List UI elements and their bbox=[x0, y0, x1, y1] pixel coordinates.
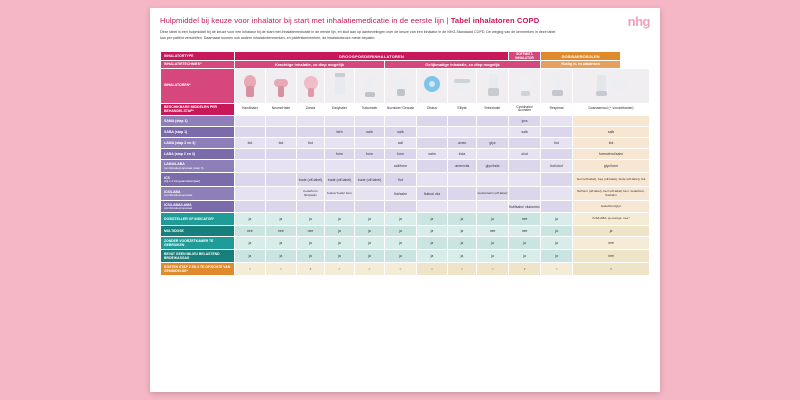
cell-icslaba-7 bbox=[448, 187, 477, 201]
row-saba bbox=[161, 127, 650, 138]
cell-icslaba-0 bbox=[235, 187, 266, 201]
intro-text: Deze tabel is een hulpmiddel bij de keuze voor een inhalator bij de start met inhalatiemedicatie in de eerste lijn, en sluit aan op aanbevelingen over de keuze van een inhalator in de NHG-Standaard COPD. De weging van de kenmerken in deze tabel kan per patiënt verschillen. Daarnaast kunnen ook andere inhalatorkenmerken, en patiëntkenmerken, de inhalatorkeuze mede bepalen. bbox=[160, 30, 556, 40]
cell-lamalaba-10: tiot/olod bbox=[541, 160, 573, 173]
cell-sama-7 bbox=[448, 116, 477, 127]
cell-lamalaba-1 bbox=[266, 160, 297, 173]
cell-multidose-2: nee bbox=[297, 226, 325, 237]
label-zondervoorzetkamer: ZONDER VOORZETKAMER TE GEBRUIKEN bbox=[161, 237, 235, 250]
cell-saba-4: salb bbox=[355, 127, 385, 138]
label-ics-main: ICS bbox=[164, 175, 170, 180]
device-name-6: Diskus bbox=[417, 103, 448, 116]
cell-kosten-5: = bbox=[385, 263, 417, 276]
cell-lama-9 bbox=[509, 138, 541, 149]
cell-multidose-9: nee bbox=[509, 226, 541, 237]
cell-sama-1 bbox=[266, 116, 297, 127]
row-icslabalama bbox=[161, 201, 650, 213]
cell-lamalaba-0 bbox=[235, 160, 266, 173]
group-softmist: SOFTMIST-INHALATOR bbox=[509, 52, 541, 61]
cell-kosten-1: = bbox=[266, 263, 297, 276]
row-sama bbox=[161, 116, 650, 127]
cell-multidose-10: ja bbox=[541, 226, 573, 237]
row-inhalatoren bbox=[161, 68, 650, 103]
cell-zvk-9: ja bbox=[509, 237, 541, 250]
cell-icslaba-4 bbox=[355, 187, 385, 201]
device-image-neumohaler bbox=[266, 68, 297, 103]
cell-kosten-6: = bbox=[417, 263, 448, 276]
cell-saba-5: salb bbox=[385, 127, 417, 138]
device-image-diskus bbox=[417, 68, 448, 103]
technique-rustig: Rustig in- en uitademen bbox=[541, 61, 621, 68]
device-image-respimat bbox=[541, 68, 573, 103]
cell-kosten-9: ∨ bbox=[509, 263, 541, 276]
inhaler-table bbox=[160, 51, 650, 276]
cell-sama-3 bbox=[325, 116, 355, 127]
label-icslabalama bbox=[161, 201, 235, 213]
cell-multidose-5: ja bbox=[385, 226, 417, 237]
cell-icslabalama-8 bbox=[477, 201, 509, 213]
device-image-ellipta bbox=[448, 68, 477, 103]
cell-laba-6: salm bbox=[417, 149, 448, 160]
cell-saba-8 bbox=[477, 127, 509, 138]
cell-kosten-10: = bbox=[541, 263, 573, 276]
row-inhalatietechniek bbox=[161, 61, 650, 68]
row-laba bbox=[161, 149, 650, 160]
cell-saba-11: salb bbox=[573, 127, 650, 138]
cell-saba-9: salb bbox=[509, 127, 541, 138]
cell-ics-10 bbox=[541, 173, 573, 187]
cell-laba-2 bbox=[297, 149, 325, 160]
cell-dosisteller-9: nee bbox=[509, 213, 541, 226]
cell-lamalaba-6 bbox=[417, 160, 448, 173]
group-dosisaerosol: DOSISAEROSOLEN bbox=[541, 52, 621, 61]
row-kosten bbox=[161, 263, 650, 276]
cell-icslabalama-3 bbox=[325, 201, 355, 213]
cell-ics-2: bude (off-label) bbox=[297, 173, 325, 187]
cell-icslaba-1 bbox=[266, 187, 297, 201]
cell-lamalaba-4 bbox=[355, 160, 385, 173]
cell-saba-0 bbox=[235, 127, 266, 138]
cell-saba-7 bbox=[448, 127, 477, 138]
cell-ics-8 bbox=[477, 173, 509, 187]
label-ics bbox=[161, 173, 235, 187]
cell-multidose-8: nee bbox=[477, 226, 509, 237]
cell-icslabalama-6 bbox=[417, 201, 448, 213]
row-broeikasgas bbox=[161, 250, 650, 263]
cell-icslaba-5: flut/salm bbox=[385, 187, 417, 201]
cell-lamalaba-2 bbox=[297, 160, 325, 173]
row-lamalaba bbox=[161, 160, 650, 173]
device-image-turbuhaler bbox=[355, 68, 385, 103]
cell-zvk-3: ja bbox=[325, 237, 355, 250]
cell-laba-0 bbox=[235, 149, 266, 160]
nhg-logo: nhg bbox=[627, 14, 650, 29]
cell-kosten-8: = bbox=[477, 263, 509, 276]
cell-dosisteller-6: ja bbox=[417, 213, 448, 226]
document-page bbox=[150, 8, 660, 392]
cell-kosten-11: ∨ bbox=[573, 263, 650, 276]
device-image-easyhaler bbox=[325, 68, 355, 103]
device-image-dosisaerosol bbox=[573, 68, 650, 103]
cell-multidose-3: ja bbox=[325, 226, 355, 237]
cell-dosisteller-1: ja bbox=[266, 213, 297, 226]
cell-icslabalama-1 bbox=[266, 201, 297, 213]
row-icslaba bbox=[161, 187, 650, 201]
cell-kosten-0: = bbox=[235, 263, 266, 276]
cell-multidose-7: ja bbox=[448, 226, 477, 237]
cell-lama-3 bbox=[325, 138, 355, 149]
cell-ics-9 bbox=[509, 173, 541, 187]
label-lamalaba-sub: combinatiepreparaat (stap 3) bbox=[164, 165, 204, 170]
cell-lama-2: tiot bbox=[297, 138, 325, 149]
technique-gelijkmatig: Gelijkmatige inhalatie, zo diep mogelijk bbox=[385, 61, 541, 68]
cell-ics-7 bbox=[448, 173, 477, 187]
device-name-8: Breezhaler bbox=[477, 103, 509, 116]
device-image-novolizer bbox=[385, 68, 417, 103]
cell-bevat-11: nee bbox=[573, 250, 650, 263]
cell-lama-7: umec bbox=[448, 138, 477, 149]
cell-sama-4 bbox=[355, 116, 385, 127]
label-icslabalama-sub: combinatiepreparaat bbox=[164, 206, 193, 211]
cell-lamalaba-3 bbox=[325, 160, 355, 173]
cell-laba-9: olod bbox=[509, 149, 541, 160]
cell-bevat-7: ja bbox=[448, 250, 477, 263]
cell-multidose-1: nee bbox=[266, 226, 297, 237]
cell-icslaba-8: budes/salm (off-label) bbox=[477, 187, 509, 201]
cell-lama-6 bbox=[417, 138, 448, 149]
cell-icslaba-3: budes/ bude/ form bbox=[325, 187, 355, 201]
label-icslaba-main: ICS/LABA bbox=[164, 189, 181, 194]
label-lama: LAMA (stap 2 en 3) bbox=[161, 138, 235, 149]
cell-bevat-9: ja bbox=[509, 250, 541, 263]
cell-lamalaba-7: umec/vila bbox=[448, 160, 477, 173]
cell-dosisteller-0: ja bbox=[235, 213, 266, 226]
cell-ics-1 bbox=[266, 173, 297, 187]
cell-bevat-2: ja bbox=[297, 250, 325, 263]
cell-bevat-6: ja bbox=[417, 250, 448, 263]
device-name-10: Respimat bbox=[541, 103, 573, 116]
cell-dosisteller-10: ja bbox=[541, 213, 573, 226]
page-title-main: Tabel inhalatoren COPD bbox=[450, 16, 540, 25]
cell-lamalaba-9 bbox=[509, 160, 541, 173]
cell-sama-8 bbox=[477, 116, 509, 127]
cell-zvk-7: ja bbox=[448, 237, 477, 250]
cell-kosten-2: ∧ bbox=[297, 263, 325, 276]
cell-sama-6 bbox=[417, 116, 448, 127]
cell-zvk-0: ja bbox=[235, 237, 266, 250]
cell-icslaba-6: flutica/ vila bbox=[417, 187, 448, 201]
cell-ics-5: flut bbox=[385, 173, 417, 187]
cell-bevat-3: ja bbox=[325, 250, 355, 263]
cell-bevat-1: ja bbox=[266, 250, 297, 263]
label-icslaba bbox=[161, 187, 235, 201]
cell-icslabalama-2 bbox=[297, 201, 325, 213]
device-image-handihaler bbox=[235, 68, 266, 103]
cell-lamalaba-11: glyc/form bbox=[573, 160, 650, 173]
cell-lama-8: glyc bbox=[477, 138, 509, 149]
cell-icslabalama-11: bude/form/glyc bbox=[573, 201, 650, 213]
cell-kosten-3: = bbox=[325, 263, 355, 276]
cell-zvk-10: ja bbox=[541, 237, 573, 250]
cell-laba-5: form bbox=[385, 149, 417, 160]
row-inhalatortype bbox=[161, 52, 650, 61]
row-device-names bbox=[161, 103, 650, 116]
cell-sama-9: ipra bbox=[509, 116, 541, 127]
device-name-2: Zonda bbox=[297, 103, 325, 116]
cell-dosisteller-3: ja bbox=[325, 213, 355, 226]
cell-ics-4: bude (off-label) bbox=[355, 173, 385, 187]
row-multidose bbox=[161, 226, 650, 237]
cell-laba-1 bbox=[266, 149, 297, 160]
cell-dosisteller-8: ja bbox=[477, 213, 509, 226]
cell-zvk-8: ja bbox=[477, 237, 509, 250]
cell-kosten-4: = bbox=[355, 263, 385, 276]
cell-icslaba-2: bude/form flutipsalm bbox=[297, 187, 325, 201]
cell-sama-10 bbox=[541, 116, 573, 127]
cell-multidose-0: nee bbox=[235, 226, 266, 237]
label-inhalatietechniek: INHALATIETECHNIEK* bbox=[161, 61, 235, 68]
label-dosisteller: DOSISTELLER OF INDICATOR³ bbox=[161, 213, 235, 226]
cell-sama-2 bbox=[297, 116, 325, 127]
label-broeikasgas: BEVAT GEEN MILIEU BELASTEND BROEIKASGAS bbox=[161, 250, 235, 263]
cell-zvk-4: ja bbox=[355, 237, 385, 250]
cell-laba-3: form bbox=[325, 149, 355, 160]
cell-saba-6 bbox=[417, 127, 448, 138]
cell-kosten-7: = bbox=[448, 263, 477, 276]
label-laba: LABA (stap 2 en 3) bbox=[161, 149, 235, 160]
device-name-7: Ellipta bbox=[448, 103, 477, 116]
device-name-3: Easyhaler bbox=[325, 103, 355, 116]
cell-bevat-10: ja bbox=[541, 250, 573, 263]
label-kosten: KOSTEN STAP 2 EN 3 TE OPZICHTE VAN GEMIDDELDE⁴ bbox=[161, 263, 235, 276]
cell-lama-4 bbox=[355, 138, 385, 149]
device-name-9: Cyclohaler/ Acuhaler bbox=[509, 103, 541, 116]
label-icslaba-sub: combinatiepreparaat bbox=[164, 193, 193, 198]
document-header bbox=[150, 8, 660, 45]
cell-icslabalama-7 bbox=[448, 201, 477, 213]
cell-ics-11: becl (off-label), bед (off-label), bude (off-label), flut bbox=[573, 173, 650, 187]
device-image-zonda bbox=[297, 68, 325, 103]
cell-dosisteller-4: ja bbox=[355, 213, 385, 226]
device-name-4: Turbuhaler bbox=[355, 103, 385, 116]
cell-dosisteller-11: ICS/LABA: ja overige: nee⁴ bbox=[573, 213, 650, 226]
label-inhalatortype: INHALATORTYPE bbox=[161, 52, 235, 61]
cell-ics-0 bbox=[235, 173, 266, 187]
cell-zvk-5: ja bbox=[385, 237, 417, 250]
cell-lama-10: tiot bbox=[541, 138, 573, 149]
cell-multidose-6: ja bbox=[417, 226, 448, 237]
cell-icslabalama-0 bbox=[235, 201, 266, 213]
cell-dosisteller-5: ja bbox=[385, 213, 417, 226]
cell-icslabalama-10 bbox=[541, 201, 573, 213]
label-lamalaba bbox=[161, 160, 235, 173]
cell-saba-10 bbox=[541, 127, 573, 138]
cell-bevat-0: ja bbox=[235, 250, 266, 263]
cell-ics-6 bbox=[417, 173, 448, 187]
cell-icslaba-9 bbox=[509, 187, 541, 201]
label-saba: SABA (stap 1) bbox=[161, 127, 235, 138]
cell-sama-0 bbox=[235, 116, 266, 127]
cell-lama-0: tiot bbox=[235, 138, 266, 149]
group-droogpoeder: DROOGPOEDERINHALATOREN bbox=[235, 52, 509, 61]
technique-krachtig: Krachtige inhalatie, zo diep mogelijk bbox=[235, 61, 385, 68]
cell-multidose-11: ja bbox=[573, 226, 650, 237]
cell-bevat-8: ja bbox=[477, 250, 509, 263]
page-title bbox=[160, 16, 650, 25]
cell-laba-10 bbox=[541, 149, 573, 160]
cell-icslabalama-5 bbox=[385, 201, 417, 213]
cell-icslaba-10 bbox=[541, 187, 573, 201]
row-dosisteller bbox=[161, 213, 650, 226]
label-inhalatoren: INHALATOREN* bbox=[161, 68, 235, 103]
cell-zvk-1: ja bbox=[266, 237, 297, 250]
device-name-1: NeumoHaler bbox=[266, 103, 297, 116]
row-lama bbox=[161, 138, 650, 149]
cell-saba-2 bbox=[297, 127, 325, 138]
cell-lama-5: acli bbox=[385, 138, 417, 149]
label-icslabalama-main: ICS/LABA/LAMA bbox=[164, 202, 192, 207]
label-lamalaba-main: LAMA/LABA bbox=[164, 162, 185, 167]
label-beschikbare-middelen: BESCHIKBARE MIDDELEN PER BEHANDELSTAP² bbox=[161, 103, 235, 116]
cell-multidose-4: ja bbox=[355, 226, 385, 237]
device-name-11: Dosisaerosol (+ voorzetkamer) bbox=[573, 103, 650, 116]
cell-sama-5 bbox=[385, 116, 417, 127]
label-multidose: MULTIDOSE bbox=[161, 226, 235, 237]
row-ics bbox=[161, 173, 650, 187]
cell-lamalaba-8: glyc/inda bbox=[477, 160, 509, 173]
cell-dosisteller-7: ja bbox=[448, 213, 477, 226]
cell-bevat-5: ja bbox=[385, 250, 417, 263]
cell-icslaba-11: flut/form (off-label), becl (off-label) form, bude/form, flut/salm bbox=[573, 187, 650, 201]
cell-zvk-11: nee bbox=[573, 237, 650, 250]
cell-dosisteller-2: ja bbox=[297, 213, 325, 226]
cell-laba-8 bbox=[477, 149, 509, 160]
row-zondervoorzetkamer bbox=[161, 237, 650, 250]
device-image-cyclohaler bbox=[509, 68, 541, 103]
cell-zvk-2: ja bbox=[297, 237, 325, 250]
label-ics-sub: (bij ≥ 2 longaanvallen/jaar) bbox=[164, 179, 201, 184]
cell-lama-11: tiot bbox=[573, 138, 650, 149]
cell-bevat-4: ja bbox=[355, 250, 385, 263]
cell-laba-4: form bbox=[355, 149, 385, 160]
cell-icslabalama-9: flutifsalm/ vila/umec bbox=[509, 201, 541, 213]
cell-lamalaba-5: acli/form bbox=[385, 160, 417, 173]
device-image-breezhaler bbox=[477, 68, 509, 103]
cell-laba-7: inda bbox=[448, 149, 477, 160]
cell-sama-11 bbox=[573, 116, 650, 127]
cell-ics-3: bude (off-label) bbox=[325, 173, 355, 187]
device-name-0: Handihaler bbox=[235, 103, 266, 116]
cell-laba-11: formoterol/salm bbox=[573, 149, 650, 160]
cell-icslabalama-4 bbox=[355, 201, 385, 213]
cell-lama-1: tiot bbox=[266, 138, 297, 149]
cell-saba-1 bbox=[266, 127, 297, 138]
device-name-5: Novolizer/ Genuair bbox=[385, 103, 417, 116]
page-title-lead: Hulpmiddel bij keuze voor inhalator bij start met inhalatiemedicatie in de eerste lijn | bbox=[160, 16, 451, 25]
label-sama: SAMA (stap 1) bbox=[161, 116, 235, 127]
cell-saba-3: terb bbox=[325, 127, 355, 138]
cell-zvk-6: ja bbox=[417, 237, 448, 250]
